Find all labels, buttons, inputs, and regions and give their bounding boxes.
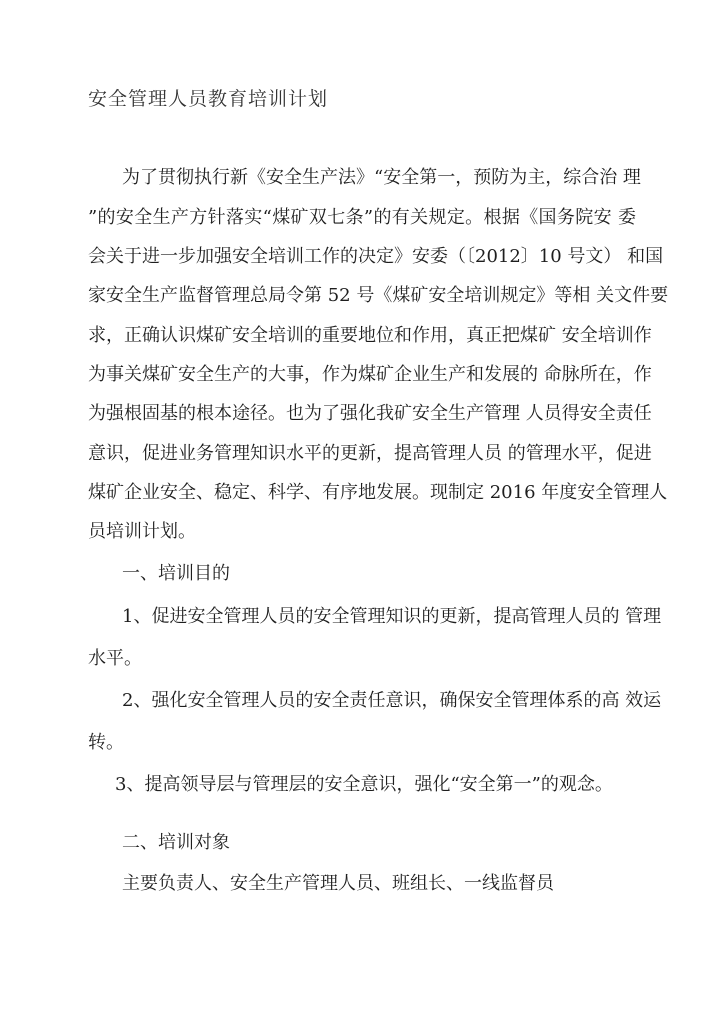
intro-line-9: 煤矿企业安全、稳定、科学、有序地发展。现制定 2016 年度安全管理人: [88, 482, 668, 503]
section2-content: 主要负责人、安全生产管理人员、班组长、一线监督员: [122, 873, 554, 894]
section1-item2-line2: 转。: [88, 732, 124, 753]
section1-heading: 一、培训目的: [122, 563, 230, 584]
intro-line-5: 求，正确认识煤矿安全培训的重要地位和作用，真正把煤矿 安全培训作: [88, 325, 652, 346]
section1-item3: 3、提高领导层与管理层的安全意识，强化“安全第一”的观念。: [115, 774, 613, 795]
intro-line-6: 为事关煤矿安全生产的大事，作为煤矿企业生产和发展的 命脉所在，作: [88, 364, 652, 385]
section1-item1-line1: 1、促进安全管理人员的安全管理知识的更新，提高管理人员的 管理: [122, 606, 662, 627]
section1-item2-line1: 2、强化安全管理人员的安全责任意识，确保安全管理体系的高 效运: [122, 690, 662, 711]
intro-line-10: 员培训计划。: [88, 521, 196, 542]
document-title: 安全管理人员教育培训计划: [88, 88, 329, 110]
section2-heading: 二、培训对象: [122, 832, 230, 853]
intro-line-1: 为了贯彻执行新《安全生产法》“安全第一，预防为主，综合治 理: [122, 167, 641, 188]
intro-line-3: 会关于进一步加强安全培训工作的决定》安委（〔2012〕10 号文） 和国: [88, 246, 664, 267]
intro-line-4: 家安全生产监督管理总局令第 52 号《煤矿安全培训规定》等相 关文件要: [88, 285, 669, 306]
intro-line-7: 为强根固基的根本途径。也为了强化我矿安全生产管理 人员得安全责任: [88, 403, 652, 424]
intro-line-8: 意识，促进业务管理知识水平的更新，提高管理人员 的管理水平，促进: [88, 443, 652, 464]
section1-item1-line2: 水平。: [88, 648, 142, 669]
intro-line-2: ”的安全生产方针落实“煤矿双七条”的有关规定。根据《国务院安 委: [88, 207, 636, 228]
